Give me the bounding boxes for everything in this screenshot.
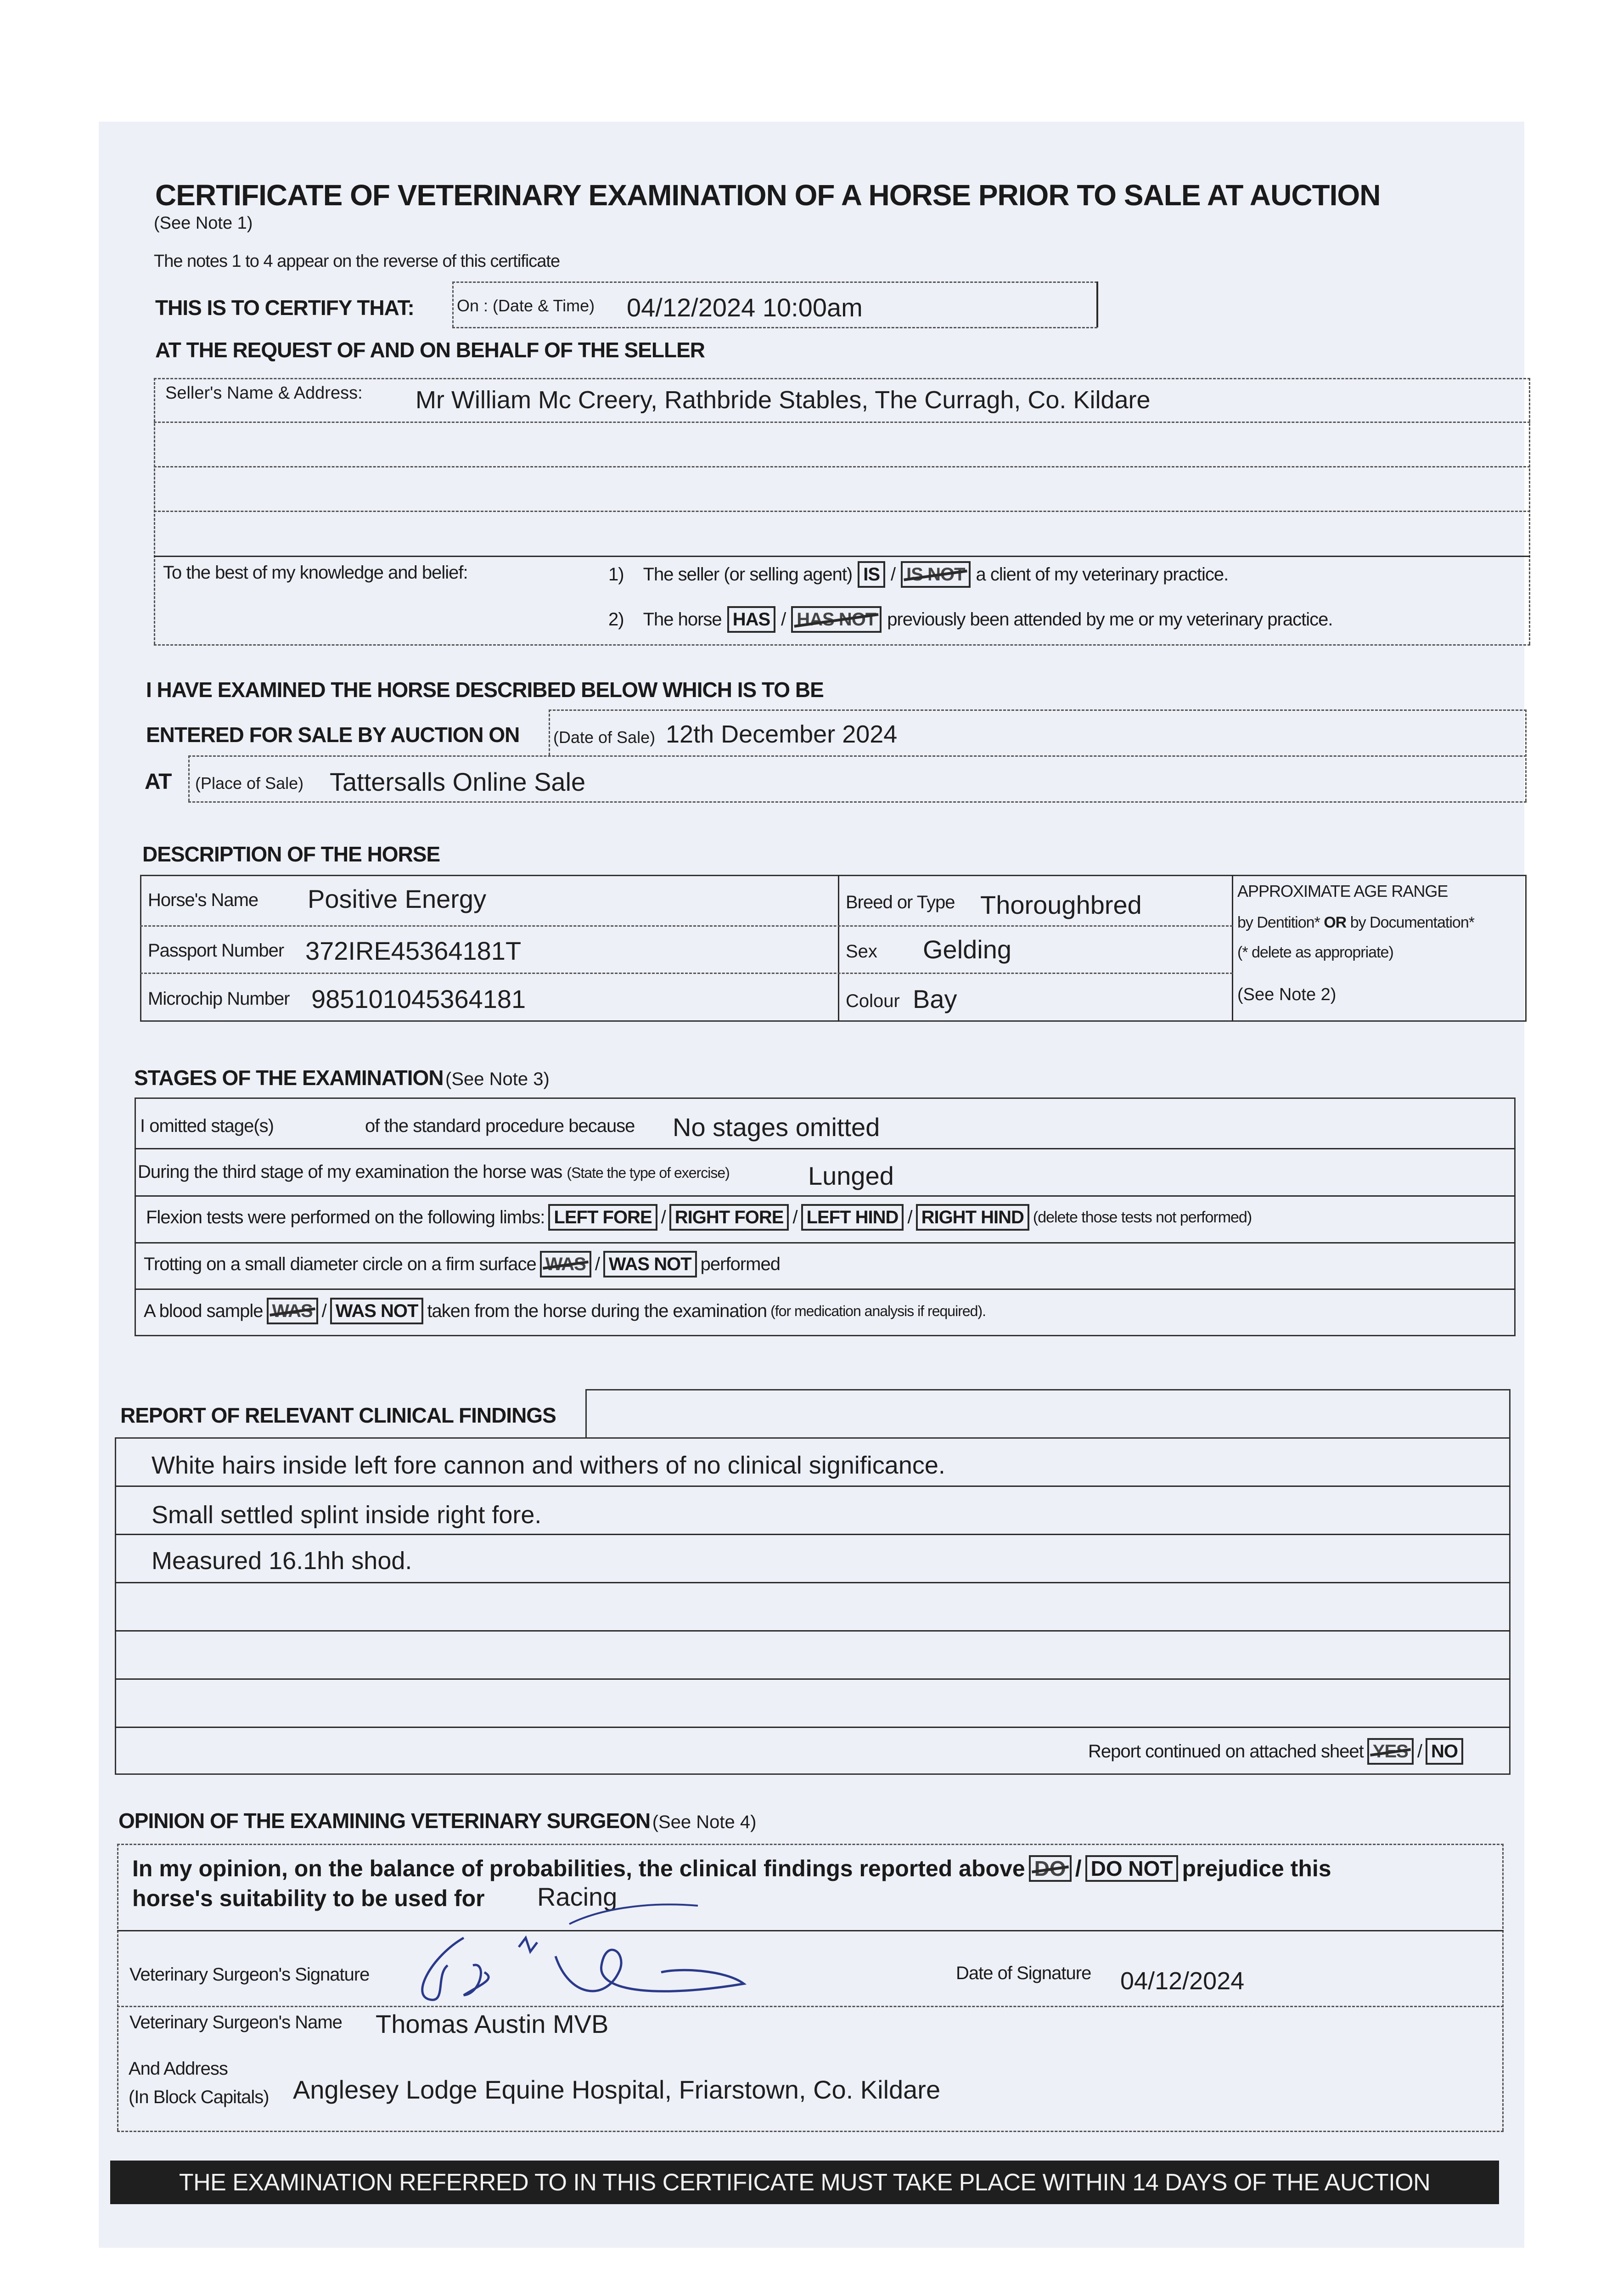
flexion-left-fore: LEFT FORE: [548, 1204, 657, 1231]
seller-value: Mr William Mc Creery, Rathbride Stables, The Curragh, Co. Kildare: [416, 386, 1151, 414]
passport-value: 372IRE45364181T: [305, 936, 522, 965]
report-continued-row: Report continued on attached sheet YES / NO: [1088, 1738, 1463, 1765]
knowledge-label: To the best of my knowledge and belief:: [163, 563, 468, 583]
trotting-row: Trotting on a small diameter circle on a firm surface WAS / WAS NOT performed: [144, 1251, 780, 1277]
footer-bar: [110, 2161, 1499, 2204]
or-text: OR: [1324, 914, 1347, 931]
sale-date-value: 12th December 2024: [666, 720, 898, 748]
continued-yes-struck: YES: [1367, 1738, 1414, 1765]
footer-text: THE EXAMINATION REFERRED TO IN THIS CERTIFICATE MUST TAKE PLACE WITHIN 14 DAYS OF THE AUCTION: [179, 2169, 1431, 2196]
place-at-label: AT: [145, 770, 172, 794]
trot-was-not: WAS NOT: [603, 1251, 697, 1277]
surgeon-name-label: Veterinary Surgeon's Name: [129, 2012, 342, 2032]
age-see-note-2: (See Note 2): [1237, 985, 1337, 1004]
exam-datetime-label: On : (Date & Time): [457, 296, 595, 315]
flexion-note: (delete those tests not performed): [1033, 1208, 1252, 1226]
item2-number: 2): [608, 609, 624, 630]
blood-tail: taken from the horse during the examination: [427, 1300, 767, 1321]
third-stage-row: [138, 1162, 730, 1182]
passport-label: Passport Number: [148, 940, 284, 961]
item1-tail: a client of my veterinary practice.: [976, 564, 1229, 585]
signature-image: [404, 1892, 753, 2002]
opinion-text-1: In my opinion, on the balance of probabilities, the clinical findings reported above: [132, 1856, 1025, 1881]
age-range-options: [1237, 914, 1474, 932]
horse-name-value: Positive Energy: [308, 884, 487, 913]
third-stage-label: During the third stage of my examination the horse was: [138, 1162, 562, 1182]
blood-label: A blood sample: [144, 1300, 263, 1321]
sale-place-label: (Place of Sale): [195, 774, 304, 793]
age-range-heading: APPROXIMATE AGE RANGE: [1237, 882, 1448, 900]
flexion-left-hind: LEFT HIND: [801, 1204, 904, 1231]
stages-heading: STAGES OF THE EXAMINATION: [134, 1066, 444, 1090]
trot-was-struck: WAS: [540, 1251, 591, 1277]
by-documentation: by Documentation*: [1350, 914, 1474, 931]
has-not-option-struck: HAS NOT: [791, 606, 882, 633]
surgeon-address-value: Anglesey Lodge Equine Hospital, Friarstown, Co. Kildare: [293, 2075, 941, 2104]
is-not-option-struck: IS NOT: [901, 561, 970, 588]
flexion-right-fore: RIGHT FORE: [669, 1204, 789, 1231]
sale-place-value: Tattersalls Online Sale: [330, 767, 586, 796]
sex-label: Sex: [846, 941, 877, 962]
see-note-1: (See Note 1): [154, 214, 253, 233]
certificate-title: CERTIFICATE OF VETERINARY EXAMINATION OF A HORSE PRIOR TO SALE AT AUCTION: [155, 179, 1381, 212]
is-option: IS: [858, 561, 885, 588]
examined-line-1: I HAVE EXAMINED THE HORSE DESCRIBED BELOW WHICH IS TO BE: [146, 678, 824, 702]
breed-label: Breed or Type: [846, 892, 955, 912]
opinion-text-2: prejudice this: [1182, 1856, 1331, 1881]
stages-note: (See Note 3): [445, 1069, 550, 1089]
examined-line-2: ENTERED FOR SALE BY AUCTION ON: [146, 723, 520, 747]
signature-label: Veterinary Surgeon's Signature: [129, 1964, 370, 1985]
third-stage-value: Lunged: [808, 1161, 894, 1190]
certify-label: THIS IS TO CERTIFY THAT:: [155, 296, 414, 320]
microchip-label: Microchip Number: [148, 989, 290, 1009]
blood-note: (for medication analysis if required).: [770, 1302, 986, 1319]
has-option: HAS: [727, 606, 775, 633]
findings-heading: REPORT OF RELEVANT CLINICAL FINDINGS: [120, 1403, 556, 1427]
trotting-tail: performed: [700, 1254, 780, 1274]
blood-row: A blood sample WAS / WAS NOT taken from the horse during the examination (for medication analysis if required).: [144, 1298, 986, 1324]
continued-no: NO: [1426, 1738, 1463, 1765]
item2-tail: previously been attended by me or my veterinary practice.: [887, 609, 1333, 630]
flexion-label: Flexion tests were performed on the following limbs:: [146, 1207, 545, 1227]
item1-text: The seller (or selling agent): [643, 564, 853, 585]
findings-table: [115, 1437, 1511, 1775]
microchip-value: 985101045364181: [311, 985, 526, 1013]
intended-use-value: Racing: [537, 1882, 618, 1911]
blood-was-not: WAS NOT: [330, 1298, 424, 1324]
finding-line-2: Small settled splint inside right fore.: [152, 1501, 542, 1529]
stages-heading-row: [134, 1065, 550, 1090]
knowledge-item-2: 2) The horse HAS / HAS NOT previously been attended by me or my veterinary practice.: [608, 606, 1332, 633]
surgeon-name-value: Thomas Austin MVB: [376, 2009, 609, 2038]
seller-label: Seller's Name & Address:: [165, 383, 363, 403]
description-heading: DESCRIPTION OF THE HORSE: [142, 842, 440, 866]
blood-was-struck: WAS: [267, 1298, 318, 1324]
opinion-heading-row: [118, 1808, 756, 1833]
notes-reference: The notes 1 to 4 appear on the reverse of this certificate: [154, 252, 560, 271]
sale-date-label: (Date of Sale): [553, 728, 656, 747]
request-heading: AT THE REQUEST OF AND ON BEHALF OF THE SELLER: [155, 338, 705, 362]
flexion-row: Flexion tests were performed on the following limbs: LEFT FORE / RIGHT FORE / LEFT HIND / RIGHT HIND (delete those tests not performed): [146, 1204, 1252, 1231]
item1-number: 1): [608, 564, 624, 585]
report-continued-label: Report continued on attached sheet: [1088, 1741, 1364, 1761]
sex-value: Gelding: [923, 935, 1012, 964]
trotting-label: Trotting on a small diameter circle on a firm surface: [144, 1254, 536, 1274]
findings-heading-box: [585, 1389, 1511, 1439]
opinion-do-not: DO NOT: [1085, 1855, 1179, 1882]
address-label: And Address: [129, 2059, 228, 2079]
address-block-capitals: (In Block Capitals): [129, 2087, 269, 2107]
breed-value: Thoroughbred: [980, 890, 1142, 919]
age-delete-note: (* delete as appropriate): [1237, 944, 1393, 961]
flexion-right-hind: RIGHT HIND: [916, 1204, 1029, 1231]
date-of-signature-value: 04/12/2024: [1120, 1967, 1245, 1995]
opinion-do-struck: DO: [1029, 1855, 1072, 1882]
colour-label: Colour: [846, 991, 900, 1011]
opinion-heading: OPINION OF THE EXAMINING VETERINARY SURGEON: [118, 1809, 651, 1833]
horse-name-label: Horse's Name: [148, 890, 258, 910]
by-dentition: by Dentition*: [1237, 914, 1320, 931]
date-of-signature-label: Date of Signature: [956, 1963, 1091, 1983]
third-stage-hint: (State the type of exercise): [567, 1165, 730, 1181]
omitted-value: No stages omitted: [673, 1113, 880, 1142]
colour-value: Bay: [913, 985, 957, 1013]
omitted-mid: of the standard procedure because: [365, 1116, 635, 1136]
knowledge-item-1: 1) The seller (or selling agent) IS / IS NOT a client of my veterinary practice.: [608, 561, 1228, 588]
opinion-line-1: In my opinion, on the balance of probabilities, the clinical findings reported above DO / DO NOT prejudice this: [132, 1856, 1331, 1881]
opinion-note: (See Note 4): [652, 1812, 757, 1832]
finding-line-3: Measured 16.1hh shod.: [152, 1547, 412, 1575]
exam-datetime-value: 04/12/2024 10:00am: [627, 293, 863, 322]
finding-line-1: White hairs inside left fore cannon and withers of no clinical significance.: [152, 1452, 945, 1479]
omitted-label: I omitted stage(s): [140, 1116, 274, 1136]
item2-text: The horse: [643, 609, 722, 630]
opinion-text-3: horse's suitability to be used for: [132, 1885, 485, 1911]
